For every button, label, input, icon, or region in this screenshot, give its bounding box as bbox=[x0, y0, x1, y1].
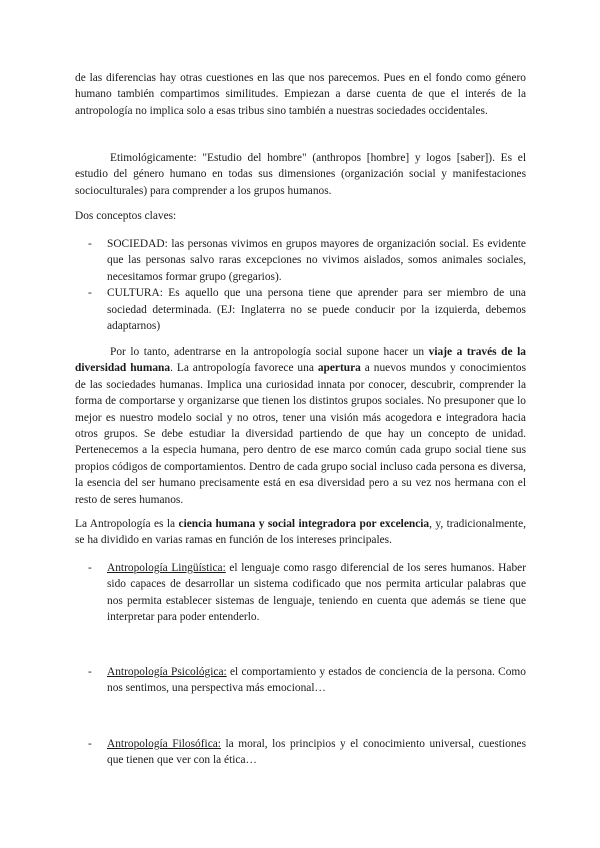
list-item-philosophical bbox=[88, 736, 526, 769]
list-item-linguistic bbox=[88, 560, 526, 626]
definition-text-a: La Antropología es la bbox=[75, 518, 179, 530]
paragraph-anthropology-definition bbox=[75, 516, 526, 549]
paragraph-key-concepts-heading: Dos conceptos claves: bbox=[75, 210, 177, 222]
paragraph-intro: de las diferencias hay otras cuestiones en las que nos parecemos. Pues en el fondo como género humano también compartimos similitudes. Empiezan a darse cuenta de que el interés de la antropología no implica solo a esas tribus sino también a nuestras sociedades occidentales. bbox=[75, 72, 526, 117]
branch-list-linguistic bbox=[88, 560, 526, 626]
list-dash: - bbox=[88, 666, 92, 678]
list-dash: - bbox=[88, 287, 92, 300]
concept-text: SOCIEDAD: las personas vivimos en grupos mayores de organización social. Es evidente que las personas salvo raras excepciones no vivimos aislados, somos animales sociales, necesitamos formar grupo (gregarios). bbox=[107, 238, 526, 283]
branch-list-psychological bbox=[88, 664, 526, 697]
diversity-bold-journey: viaje a través de la diversidad humana bbox=[75, 346, 526, 375]
list-item-sociedad bbox=[88, 236, 526, 285]
branch-text-linguistic: el lenguaje como rasgo diferencial de los seres humanos. Haber sido capaces de desarrollar un sistema codificado que nos permita articular palabras que nos permita establecer sistemas de lenguaje, teniendo en cuenta que además se tiene que interpretar para poder entenderlo. bbox=[107, 562, 526, 624]
diversity-text-e: a nuevos mundos y conocimientos de las sociedades humanas. Implica una curiosidad innata por conocer, descubrir, comprender la forma de comportarse y organizarse que tienen los distintos grupos sociales. No presuponer que lo mejor es nuestro modelo social y no otros, tener una visión más acogedora e integradora hacia otros grupos. Se debe estudiar la diversidad partiendo de que hay un concepto de unidad. Pertenecemos a la especia humana, pero dentro de ese marco común cada grupo social tiene sus propios códigos de comportamientos. Dentro de cada grupo social incluso cada persona es diversa, la esencia del ser humano precisamente está en esa diversidad pero a su vez nos hermana con el resto de seres humanos. bbox=[75, 362, 526, 506]
definition-bold-science: ciencia humana y social integradora por excelencia bbox=[178, 518, 430, 530]
list-dash: - bbox=[88, 238, 92, 250]
list-dash: - bbox=[88, 738, 92, 750]
branch-title-linguistic: Antropología Lingüística: bbox=[107, 562, 226, 574]
paragraph-etymology: Etimológicamente: "Estudio del hombre" (anthropos [hombre] y logos [saber]). Es el estudio del género humano en todas sus dimensiones (organización social y manifestaciones socioculturales) para comprender a los grupos humanos. bbox=[75, 152, 526, 197]
branch-list-philosophical bbox=[88, 736, 526, 769]
paragraph-diversity bbox=[75, 344, 526, 508]
branch-text-philosophical: la moral, los principios y el conocimiento universal, cuestiones que tienen que ver con la ética… bbox=[107, 738, 527, 767]
branch-title-philosophical: Antropología Filosófica: bbox=[107, 738, 221, 750]
concept-text: CULTURA: Es aquello que una persona tiene que aprender para ser miembro de una sociedad determinada. (EJ: Inglaterra no se puede conducir por la izquierda, debemos adaptarnos) bbox=[107, 287, 526, 333]
diversity-bold-openness: apertura bbox=[317, 362, 361, 375]
key-concepts-list bbox=[88, 236, 526, 334]
diversity-text-c: . La antropología favorece una bbox=[170, 362, 318, 375]
branch-title-psychological: Antropología Psicológica: bbox=[107, 666, 227, 678]
list-item-psychological bbox=[88, 664, 526, 697]
list-item-cultura bbox=[88, 285, 526, 334]
diversity-text-a: Por lo tanto, adentrarse en la antropología social supone hacer un bbox=[110, 346, 429, 358]
branch-text-psychological: el comportamiento y estados de conciencia de la persona. Como nos sentimos, una perspectiva más emocional… bbox=[107, 666, 526, 695]
definition-text-c: , y, tradicionalmente, se ha dividido en varias ramas en función de los intereses principales. bbox=[75, 518, 526, 547]
list-dash: - bbox=[88, 562, 92, 574]
